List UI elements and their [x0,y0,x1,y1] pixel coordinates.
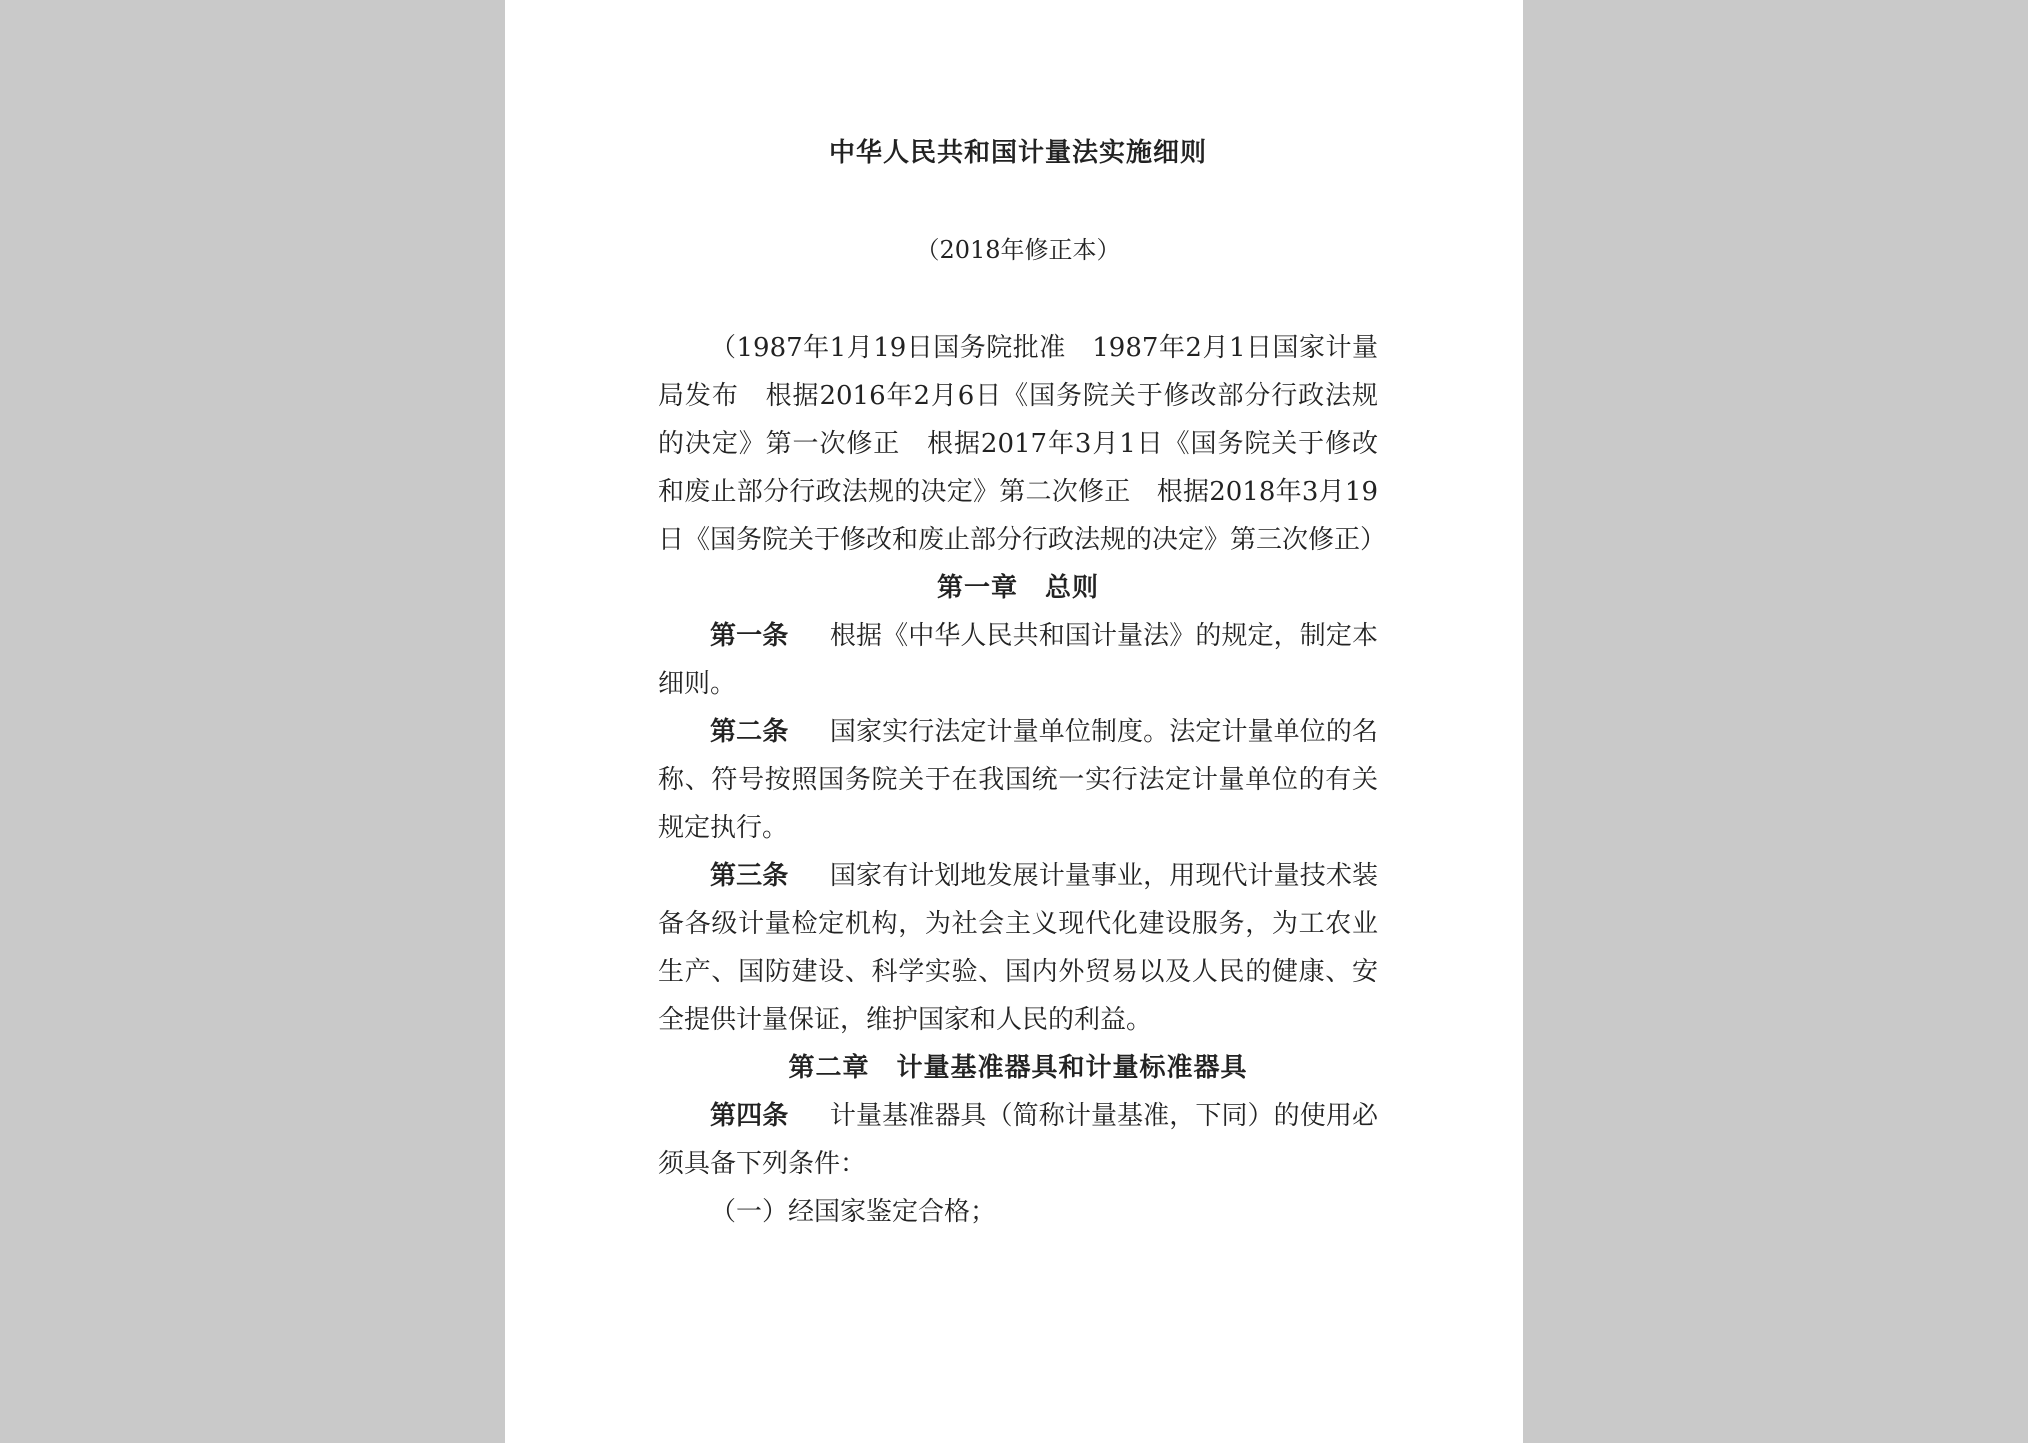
document-title: 中华人民共和国计量法实施细则 [828,138,1207,168]
article-label: 第三条 [710,861,789,891]
preamble-paragraph: （1987年1月19日国务院批准 1987年2月1日国家计量局发布 根据2016年2月6日《国务院关于修改部分行政法规的决定》第一次修正 根据2017年3月1日《国务院关于修改和废止部分行政法规的决定》第二次修正 根据2018年3月19日《国务院关于修改和废止部分行政法规的决定》第三次修正） [658,333,1387,555]
article-4 [658,1092,1378,1188]
document-subtitle: （2018年修正本） [915,236,1121,264]
document-body [658,324,1387,1236]
article-2 [658,708,1378,852]
article-label: 第一条 [710,621,789,651]
article-text: 国家实行法定计量单位制度。法定计量单位的名称、符号按照国务院关于在我国统一实行法定计量单位的有关规定执行。 [658,717,1378,843]
chapter-heading-2: 第二章 计量基准器具和计量标准器具 [788,1053,1248,1083]
article-label: 第四条 [710,1101,789,1131]
document-page [505,0,1523,1443]
article-text: 根据《中华人民共和国计量法》的规定，制定本细则。 [658,621,1378,699]
article-1 [658,612,1378,708]
article-3 [658,852,1378,1044]
article-text: 计量基准器具（简称计量基准，下同）的使用必须具备下列条件： [658,1101,1378,1179]
article-text: 国家有计划地发展计量事业，用现代计量技术装备各级计量检定机构，为社会主义现代化建设服务，为工农业生产、国防建设、科学实验、国内外贸易以及人民的健康、安全提供计量保证，维护国家和人民的利益。 [658,861,1378,1035]
list-item: （一）经国家鉴定合格； [710,1197,997,1227]
chapter-heading-1: 第一章 总则 [936,573,1099,603]
article-label: 第二条 [710,717,789,747]
